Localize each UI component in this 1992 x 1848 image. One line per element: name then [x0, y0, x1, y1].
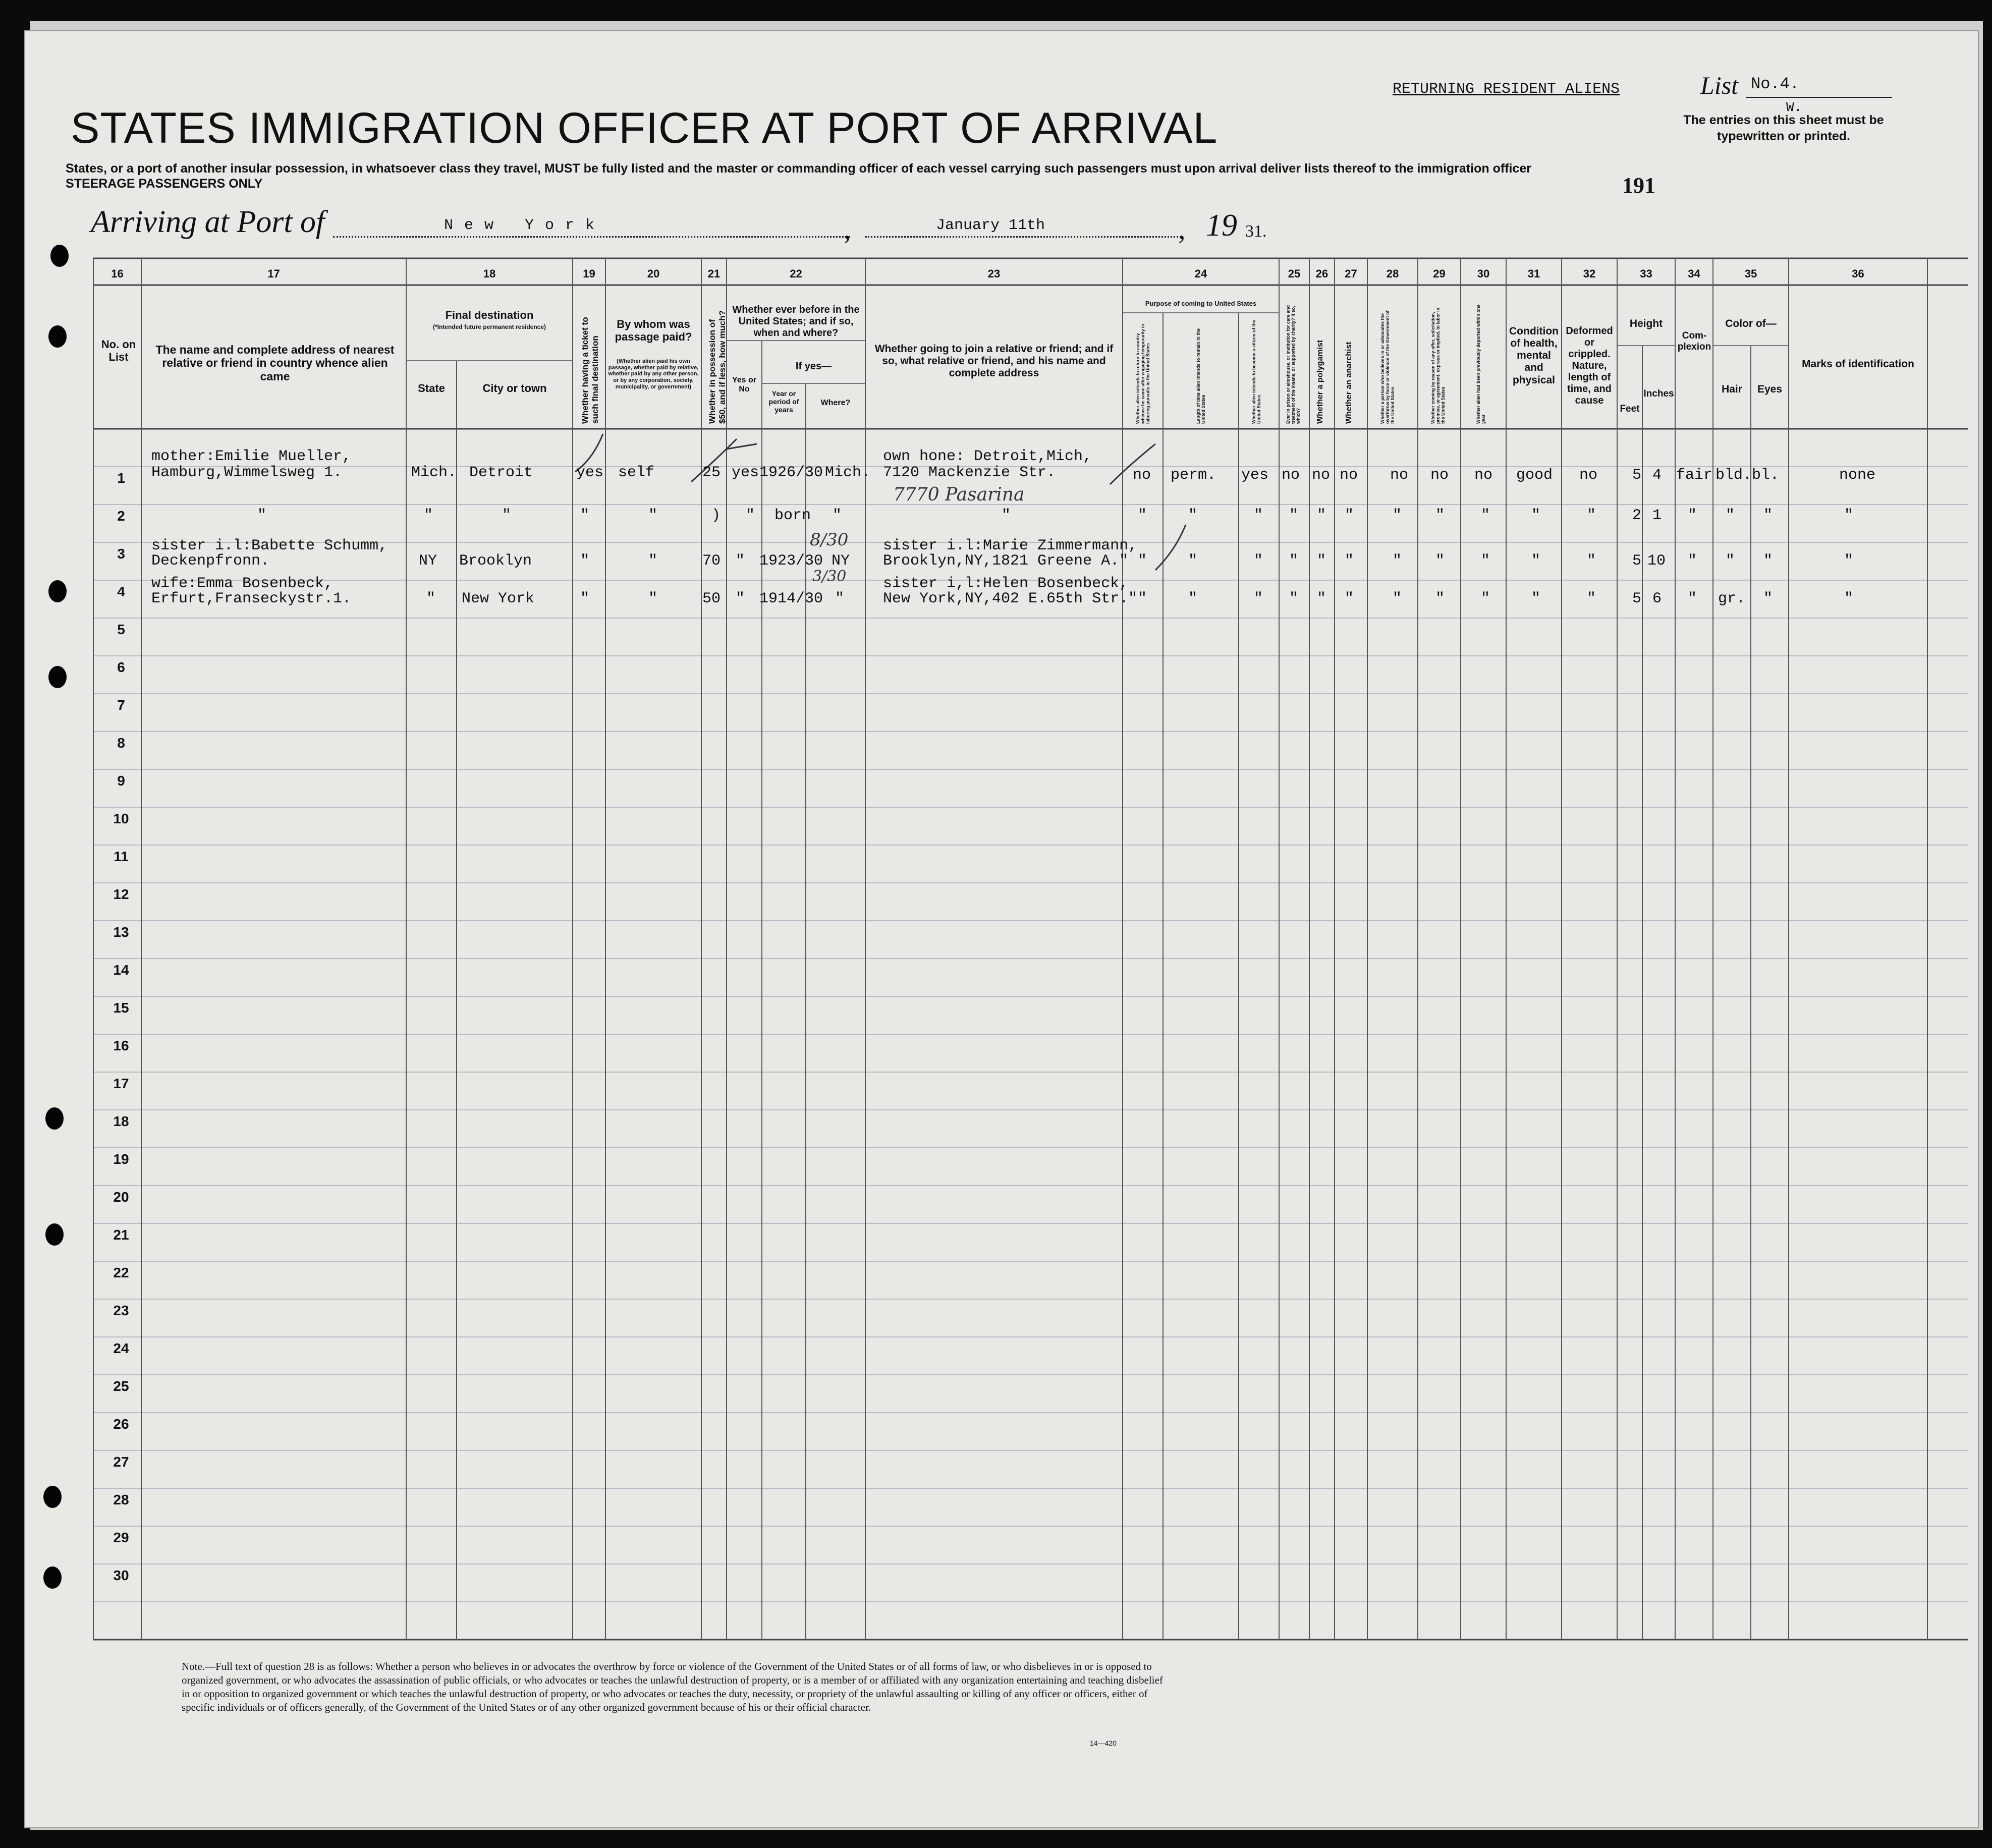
column-number: 29	[1433, 267, 1446, 280]
eyes: "	[1763, 590, 1773, 607]
ever-before: yes	[732, 464, 759, 481]
labor: "	[1435, 552, 1445, 570]
header-labor: Whether coming by reason of any offer, solicitation, promise, or agreement, express or implied, to labor in the United States	[1430, 307, 1446, 424]
ever-before: "	[746, 507, 755, 524]
header-eyes: Eyes	[1757, 383, 1783, 395]
inches: 1	[1652, 507, 1662, 524]
column-number: 22	[790, 267, 802, 280]
column-number: 16	[111, 267, 124, 280]
column-number: 17	[267, 267, 280, 280]
deformed: "	[1587, 507, 1596, 524]
header-purpose-return: Whether alien intends to return to country whence he came after engaging temporarily in laboring pursuits in the United States	[1135, 323, 1150, 424]
city: "	[502, 507, 512, 524]
column-number: 36	[1852, 267, 1864, 280]
deformed: "	[1587, 590, 1596, 607]
joining-address: Brooklyn,NY,1821 Greene A."	[883, 552, 1129, 570]
eyes: "	[1763, 507, 1773, 524]
relative-name: mother:Emilie Mueller,	[151, 448, 352, 465]
arriving-label: Arriving at Port of	[91, 205, 325, 239]
labor: "	[1435, 507, 1445, 524]
row-number: 19	[113, 1151, 129, 1167]
row-number: 12	[113, 886, 129, 902]
header-health: Condition of health, mental and physical	[1509, 325, 1559, 386]
purpose-citizen: yes	[1241, 467, 1269, 484]
column-number: 20	[647, 267, 660, 280]
purpose-citizen: "	[1254, 552, 1263, 570]
prison: "	[1289, 552, 1299, 570]
city: Detroit	[469, 464, 533, 481]
header-final-destination: Final destination	[445, 309, 534, 321]
deported: "	[1481, 552, 1490, 570]
column-number: 34	[1688, 267, 1700, 280]
header-complexion: Com- plexion	[1677, 330, 1711, 352]
eyes: bl.	[1752, 467, 1780, 484]
header-year-period: Year or period of years	[768, 389, 799, 414]
column-number: 26	[1315, 267, 1329, 280]
relative-name: "	[257, 507, 267, 524]
city: Brooklyn	[459, 552, 532, 570]
column-number: 31	[1527, 267, 1540, 280]
paid-by: self	[618, 464, 655, 481]
column-number: 18	[483, 267, 496, 280]
column-number: 19	[583, 267, 595, 280]
polygamist: no	[1312, 467, 1331, 484]
column-number: 35	[1744, 267, 1757, 280]
row-number: 18	[113, 1113, 129, 1129]
column-number: 28	[1386, 267, 1399, 280]
column-number: 32	[1583, 267, 1596, 280]
deported: "	[1481, 590, 1490, 607]
row-number: 10	[113, 811, 129, 826]
row-number: 17	[113, 1076, 129, 1091]
years: 1923/30	[759, 552, 823, 570]
row-number: 21	[113, 1227, 129, 1243]
relative-address: Deckenpfronn.	[151, 552, 270, 570]
purpose-return: "	[1138, 552, 1147, 570]
header-relative: The name and complete address of nearest relative or friend in country whence alien came	[155, 343, 395, 383]
marks: "	[1844, 552, 1854, 570]
labor: no	[1430, 467, 1449, 484]
header-hair: Hair	[1722, 383, 1742, 395]
row-number: 6	[117, 659, 125, 675]
page-number: 191	[1622, 173, 1655, 198]
purpose-citizen: "	[1254, 507, 1263, 524]
state: "	[426, 590, 436, 607]
deformed: "	[1587, 552, 1596, 570]
header-purpose-length: Length of time alien intends to remain in the United States	[1196, 328, 1206, 424]
joining-name: "	[1002, 507, 1011, 524]
header-by-whom-note: (Whether alien paid his own passage, whether paid by relative, whether paid by any other person, or by any corporation, society, municipality, or government)	[608, 358, 699, 390]
header-polygamist: Whether a polygamist	[1316, 340, 1324, 424]
header-purpose: Purpose of coming to United States	[1145, 300, 1257, 307]
where: "	[835, 590, 845, 607]
money: 25	[702, 464, 721, 481]
column-number: 25	[1288, 267, 1301, 280]
row-number: 13	[113, 924, 129, 940]
overthrow: no	[1390, 467, 1409, 484]
purpose-length: "	[1188, 552, 1198, 570]
header-ticket: Whether having a ticket to such final destination	[580, 317, 600, 424]
header-where: Where?	[820, 399, 851, 407]
entries-instruction: The entries on this sheet must be typewritten or printed.	[1683, 113, 1884, 143]
header-yes-no: Yes or No	[732, 376, 757, 394]
statement-text: States, or a port of another insular possession, in whatsoever class they travel, MUST be fully listed and the master or commanding officer of each vessel carrying such passengers must upon arrival deliver lists thereof to the immigration officer	[66, 161, 1531, 176]
list-label: List	[1700, 71, 1739, 99]
row-number: 11	[114, 849, 129, 864]
ticket: yes	[576, 464, 604, 481]
header-if-yes: If yes—	[795, 361, 832, 372]
header-deported: Whether alien had been previously deported within one year	[1476, 304, 1486, 424]
purpose-return: "	[1138, 507, 1147, 524]
footer-note: Note.—Full text of question 28 is as follows: Whether a person who believes in or advocates the overthrow by force or violence of the Government of the United States or of all forms of law, or who disbelieves in or is opposed to organized government, or who advocates the assassination of public officials, or who advocates or teaches the unlawful destruction of property, or is a member of or affiliated with any organization entertaining and teaching disbelief in or opposition to organized government or which teaches the unlawful destruction of property, or who advocates or teaches the duty, necessity, or propriety of the unlawful assaulting or killing of any officer or officers, either of specific individuals or of officers generally, of the Government of the United States or of any other organized government because of his or their official character.	[182, 1660, 1163, 1713]
comma: ,	[1178, 212, 1186, 245]
row-number: 3	[117, 546, 125, 562]
inches: 10	[1647, 552, 1666, 570]
purpose-length: "	[1188, 507, 1198, 524]
paid-by: "	[648, 590, 658, 607]
years: 1914/30	[759, 590, 823, 607]
marks: none	[1839, 467, 1876, 484]
header-by-whom: By whom was passage paid?	[615, 318, 692, 344]
column-number: 21	[707, 267, 721, 280]
ticket: "	[580, 507, 590, 524]
purpose-citizen: "	[1254, 590, 1263, 607]
row-number: 25	[113, 1378, 129, 1394]
polygamist: "	[1317, 507, 1326, 524]
anarchist: no	[1340, 467, 1358, 484]
ever-before: "	[736, 552, 745, 570]
form-number: 14—420	[1090, 1739, 1117, 1747]
column-number: 24	[1194, 267, 1207, 280]
header-inches: Inches	[1643, 388, 1674, 399]
row-number: 8	[117, 735, 125, 751]
deformed: no	[1579, 467, 1598, 484]
overthrow: "	[1393, 590, 1402, 607]
row-number: 24	[113, 1340, 129, 1356]
row-number: 2	[117, 508, 125, 524]
health: "	[1531, 552, 1541, 570]
complexion: "	[1688, 552, 1697, 570]
row-number: 5	[117, 622, 125, 637]
column-number: 23	[987, 267, 1001, 280]
anarchist: "	[1345, 552, 1354, 570]
header-state: State	[418, 382, 445, 395]
header-joining: Whether going to join a relative or friend; and if so, what relative or friend, and his name and complete address	[874, 343, 1114, 379]
feet: 2	[1632, 507, 1642, 524]
header-deformed: Deformed or crippled. Nature, length of time, and cause	[1566, 325, 1613, 406]
header-fifty: Whether in possession of $50, and if less, how much?	[707, 310, 727, 424]
header-purpose-citizen: Whether alien intends to become a citizen of the United States	[1251, 319, 1261, 424]
complexion: "	[1688, 507, 1697, 524]
header-marks: Marks of identification	[1802, 358, 1914, 370]
deported: no	[1474, 467, 1493, 484]
joining-name: sister i.l:Marie Zimmermann,	[883, 537, 1138, 554]
ticket: "	[580, 590, 590, 607]
city: New York	[462, 590, 535, 607]
row-number: 16	[113, 1038, 129, 1053]
comma: ,	[844, 212, 851, 245]
hair: gr.	[1718, 590, 1746, 607]
steerage-label: STEERAGE PASSENGERS ONLY	[66, 177, 263, 191]
complexion: "	[1688, 590, 1697, 607]
overthrow: "	[1393, 507, 1402, 524]
row-number: 26	[113, 1416, 129, 1432]
year-suffix: 31.	[1245, 222, 1267, 241]
hair: "	[1726, 507, 1735, 524]
purpose-length: "	[1188, 590, 1198, 607]
money: 70	[702, 552, 721, 570]
year-prefix: 19	[1206, 208, 1237, 243]
header-no-on-list: No. on List	[101, 338, 136, 364]
where: Mich.	[825, 464, 871, 481]
row-number: 4	[117, 584, 125, 599]
date-value: January 11th	[936, 217, 1045, 234]
row-number: 7	[117, 697, 125, 713]
ever-before: "	[736, 590, 745, 607]
where: "	[833, 507, 842, 524]
header-prison: Ever in prison or almshouse, or institution for care and treatment of the insane, or supported by charity? If so, which?	[1286, 305, 1301, 424]
marks: "	[1844, 590, 1854, 607]
row-number: 28	[113, 1492, 129, 1507]
state: NY	[419, 552, 437, 570]
labor: "	[1435, 590, 1445, 607]
header-city: City or town	[482, 382, 547, 395]
where: NY	[832, 552, 850, 570]
header-color-of: Color of—	[1725, 318, 1777, 329]
prison: no	[1282, 467, 1300, 484]
handwritten-year-note: 8/30	[810, 530, 849, 550]
row-number: 20	[113, 1189, 129, 1205]
inches: 6	[1652, 590, 1662, 607]
row-number: 22	[113, 1265, 129, 1280]
feet: 5	[1632, 467, 1642, 484]
header-height: Height	[1629, 318, 1663, 329]
polygamist: "	[1317, 552, 1326, 570]
money: 50	[702, 590, 721, 607]
relative-address: Hamburg,Wimmelsweg 1.	[151, 464, 343, 481]
handwritten-address: 7770 Pasarina	[893, 484, 1025, 505]
joining-address: New York,NY,402 E.65th Str."	[883, 590, 1138, 607]
purpose-length: perm.	[1171, 467, 1216, 484]
hair: bld.	[1716, 467, 1752, 484]
hair: "	[1726, 552, 1735, 570]
purpose-return: no	[1133, 467, 1151, 484]
port-value: New York	[444, 217, 606, 234]
deported: "	[1481, 507, 1490, 524]
row-number: 15	[113, 1000, 129, 1016]
form-title: STATES IMMIGRATION OFFICER AT PORT OF ARRIVAL	[71, 104, 1218, 152]
polygamist: "	[1317, 590, 1326, 607]
state: Mich.	[411, 464, 457, 481]
purpose-return: "	[1138, 590, 1147, 607]
inches: 4	[1652, 467, 1662, 484]
handwritten-year-note: 3/30	[812, 568, 847, 585]
complexion: fair	[1676, 467, 1713, 484]
anarchist: "	[1345, 590, 1354, 607]
row-number: 14	[113, 962, 129, 978]
header-feet: Feet	[1620, 404, 1640, 414]
health: "	[1531, 507, 1541, 524]
feet: 5	[1632, 552, 1642, 570]
relative-name: sister i.l:Babette Schumm,	[151, 537, 388, 554]
header-overthrow: Whether a person who believes in or advocates the overthrow by force or violence of the Government of the United States	[1380, 310, 1395, 424]
row-number: 23	[113, 1303, 129, 1318]
eyes: "	[1763, 552, 1773, 570]
row-number: 1	[117, 470, 125, 486]
years: born	[774, 507, 811, 524]
overthrow: "	[1393, 552, 1402, 570]
marks: "	[1844, 507, 1854, 524]
health: "	[1531, 590, 1541, 607]
ticket: "	[580, 552, 590, 570]
relative-name: wife:Emma Bosenbeck,	[151, 575, 334, 592]
relative-address: Erfurt,Franseckystr.1.	[151, 590, 352, 607]
prison: "	[1289, 590, 1299, 607]
health: good	[1516, 467, 1553, 484]
joining-name: sister i,l:Helen Bosenbeck,	[883, 575, 1129, 592]
row-number: 9	[117, 773, 125, 789]
joining-address: 7120 Mackenzie Str.	[883, 464, 1056, 481]
column-number: 27	[1345, 267, 1357, 280]
list-number: No.4.	[1751, 75, 1800, 93]
row-number: 30	[113, 1567, 129, 1583]
row-number: 29	[113, 1530, 129, 1545]
years: 1926/30	[759, 464, 823, 481]
money: )	[711, 507, 721, 524]
paid-by: "	[648, 507, 658, 524]
list-suffix: W.	[1786, 100, 1802, 115]
state: "	[424, 507, 433, 524]
joining-name: own hone: Detroit,Mich,	[883, 448, 1092, 465]
prison: "	[1289, 507, 1299, 524]
feet: 5	[1632, 590, 1642, 607]
column-number: 33	[1640, 267, 1652, 280]
header-anarchist: Whether an anarchist	[1345, 342, 1353, 424]
paid-by: "	[648, 552, 658, 570]
returning-resident-label: RETURNING RESIDENT ALIENS	[1393, 81, 1620, 98]
column-number: 30	[1477, 267, 1490, 280]
row-number: 27	[113, 1454, 129, 1470]
header-ever-before: Whether ever before in the United States; and if so, when and where?	[732, 304, 860, 339]
anarchist: "	[1345, 507, 1354, 524]
header-final-dest-note: (*Intended future permanent residence)	[432, 323, 546, 330]
